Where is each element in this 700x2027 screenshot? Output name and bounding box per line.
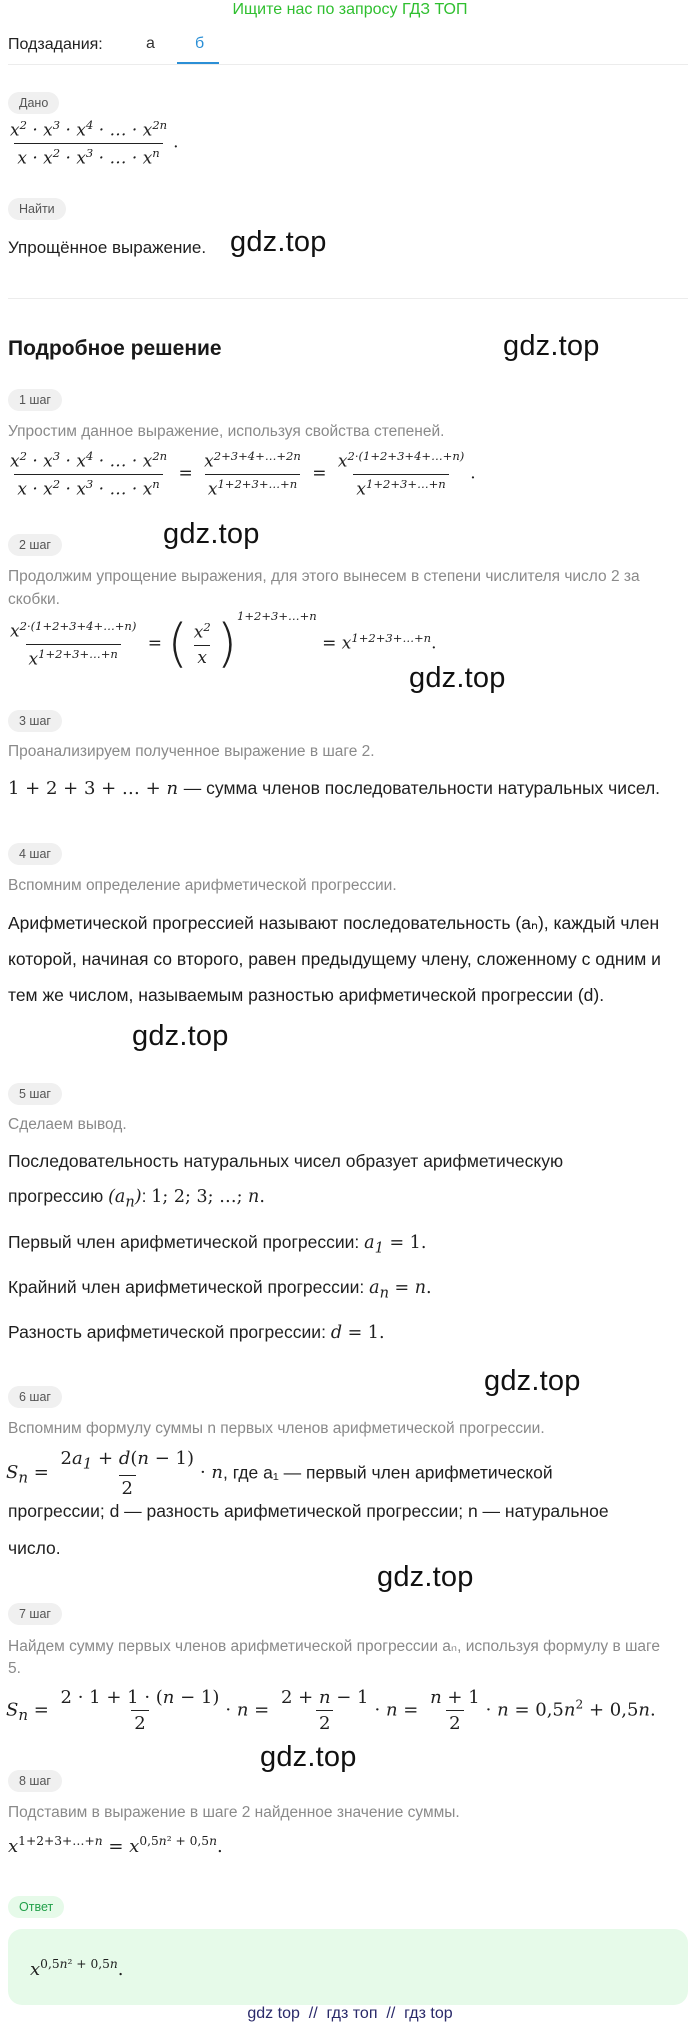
step-5-line-4: Крайний член арифметической прогрессии: $a_n = n$. xyxy=(8,1277,432,1302)
answer-value: $x^{0,5n^2 + 0,5n}$. xyxy=(30,1957,124,1980)
step-5-line-5: Разность арифметической прогрессии: d = 1. xyxy=(8,1322,385,1343)
step-1-chip: 1 шаг xyxy=(8,389,62,411)
step-7-formula: $S_n$ = $\frac{2 \cdot 1 + 1 \cdot (n - 1)}{2}$ · n = $\frac{2 + n - 1}{2}$ · n = $\frac{n + 1}{2}$ · $n = 0,5n^2 + 0,5n$. xyxy=(6,1687,656,1734)
watermark: gdz.top xyxy=(377,1561,474,1593)
step-3-line: 1 + 2 + 3 + … + n — сумма членов последовательности натуральных чисел. xyxy=(8,778,661,799)
step-6-text-c: число. xyxy=(8,1538,61,1558)
watermark: gdz.top xyxy=(484,1365,581,1397)
section-divider xyxy=(8,298,688,299)
subtasks-label: Подзадания: xyxy=(8,36,103,53)
given-chip: Дано xyxy=(8,92,59,114)
step-4-text: Арифметической прогрессией называют последовательность (aₙ), каждый член которой, начиная со второго, равен предыдущему члену, сложенному с одним и тем же числом, называемым разностью арифметической прогрессии (d). xyxy=(8,913,661,1005)
watermark: gdz.top xyxy=(260,1741,357,1773)
watermark: gdz.top xyxy=(132,1020,229,1052)
answer-box xyxy=(8,1929,688,2005)
solution-title: Подробное решение xyxy=(8,337,222,360)
watermark: gdz.top xyxy=(503,330,600,362)
step-3-chip: 3 шаг xyxy=(8,710,62,732)
given-expression: $\frac{x^2 \cdot x^3 \cdot x^4 \cdot \dots \cdot x^{2n}}{x \cdot x^2 \cdot x^3 \cdot \dots \cdot x^n}$ . xyxy=(10,118,179,169)
step-5-line-2: прогрессию $(a_n)$: 1; 2; 3; …; n. xyxy=(8,1186,265,1211)
step-8-formula: $x^{1+2+3+\dots+n} = x^{0,5n^2 + 0,5n}$. xyxy=(8,1834,223,1857)
answer-chip: Ответ xyxy=(8,1896,64,1918)
step-1-desc: Упростим данное выражение, используя свойства степеней. xyxy=(8,423,445,440)
step-3-text: — сумма членов последовательности натуральных чисел. xyxy=(183,778,661,798)
tabs-divider xyxy=(8,64,688,65)
step-5-chip: 5 шаг xyxy=(8,1083,62,1105)
step-5-desc: Сделаем вывод. xyxy=(8,1116,127,1133)
step-2-formula: $\frac{x^{2\cdot(1+2+3+4+\dots+n)}}{x^{1+2+3+\dots+n}}$ = ( $\frac{x^2}{x}$ )$^{1+2+3+\dots+n} = x^{1+2+3+\dots+n}$. xyxy=(10,608,437,674)
footer-links[interactable]: gdz top // гдз топ // гдз top xyxy=(247,2005,453,2022)
step-7-desc: Найдем сумму первых членов арифметической прогрессии aₙ, используя формулу в шаге 5. xyxy=(8,1638,660,1677)
step-8-chip: 8 шаг xyxy=(8,1770,62,1792)
step-8-desc: Подставим в выражение в шаге 2 найденное значение суммы. xyxy=(8,1804,460,1821)
step-6-text-b: прогрессии; d — разность арифметической прогрессии; n — натуральное xyxy=(8,1501,609,1521)
step-6-formula-line: $S_n$ = $\frac{2a_1 + d(n - 1)}{2}$ · n, где a₁ — первый член арифметической xyxy=(6,1448,553,1499)
tab-a[interactable]: а xyxy=(146,35,155,52)
step-2-desc: Продолжим упрощение выражения, для этого вынесем в степени числителя число 2 за скобки. xyxy=(8,568,640,608)
find-text: Упрощённое выражение. xyxy=(8,238,207,257)
step-5-line-3: Первый член арифметической прогрессии: $a_1 = 1$. xyxy=(8,1232,427,1257)
tab-b[interactable]: б xyxy=(195,35,205,52)
step-2-chip: 2 шаг xyxy=(8,534,62,556)
step-5-line-1: Последовательность натуральных чисел образует арифметическую xyxy=(8,1151,564,1171)
watermark: gdz.top xyxy=(163,518,260,550)
find-chip: Найти xyxy=(8,198,66,220)
step-6-desc: Вспомним формулу суммы n первых членов арифметической прогрессии. xyxy=(8,1420,545,1437)
top-banner[interactable]: Ищите нас по запросу ГДЗ ТОП xyxy=(232,1,468,18)
step-7-chip: 7 шаг xyxy=(8,1603,62,1625)
step-6-chip: 6 шаг xyxy=(8,1386,62,1408)
step-1-formula: $\frac{x^2 \cdot x^3 \cdot x^4 \cdot \dots \cdot x^{2n}}{x \cdot x^2 \cdot x^3 \cdot \dots \cdot x^n}$ = $\frac{x^{2+3+4+\dots+2n}}{x^{1+2+3+\dots+n}}$ = $\frac{x^{2\cdot(1+2+3+4+\dots+n)}}{x^{1+2+3+\dots+n}}$ . xyxy=(10,449,476,500)
step-3-desc: Проанализируем полученное выражение в шаге 2. xyxy=(8,743,375,760)
step-4-desc: Вспомним определение арифметической прогрессии. xyxy=(8,877,397,894)
step-4-chip: 4 шаг xyxy=(8,843,62,865)
watermark: gdz.top xyxy=(409,662,506,694)
watermark: gdz.top xyxy=(230,226,327,258)
